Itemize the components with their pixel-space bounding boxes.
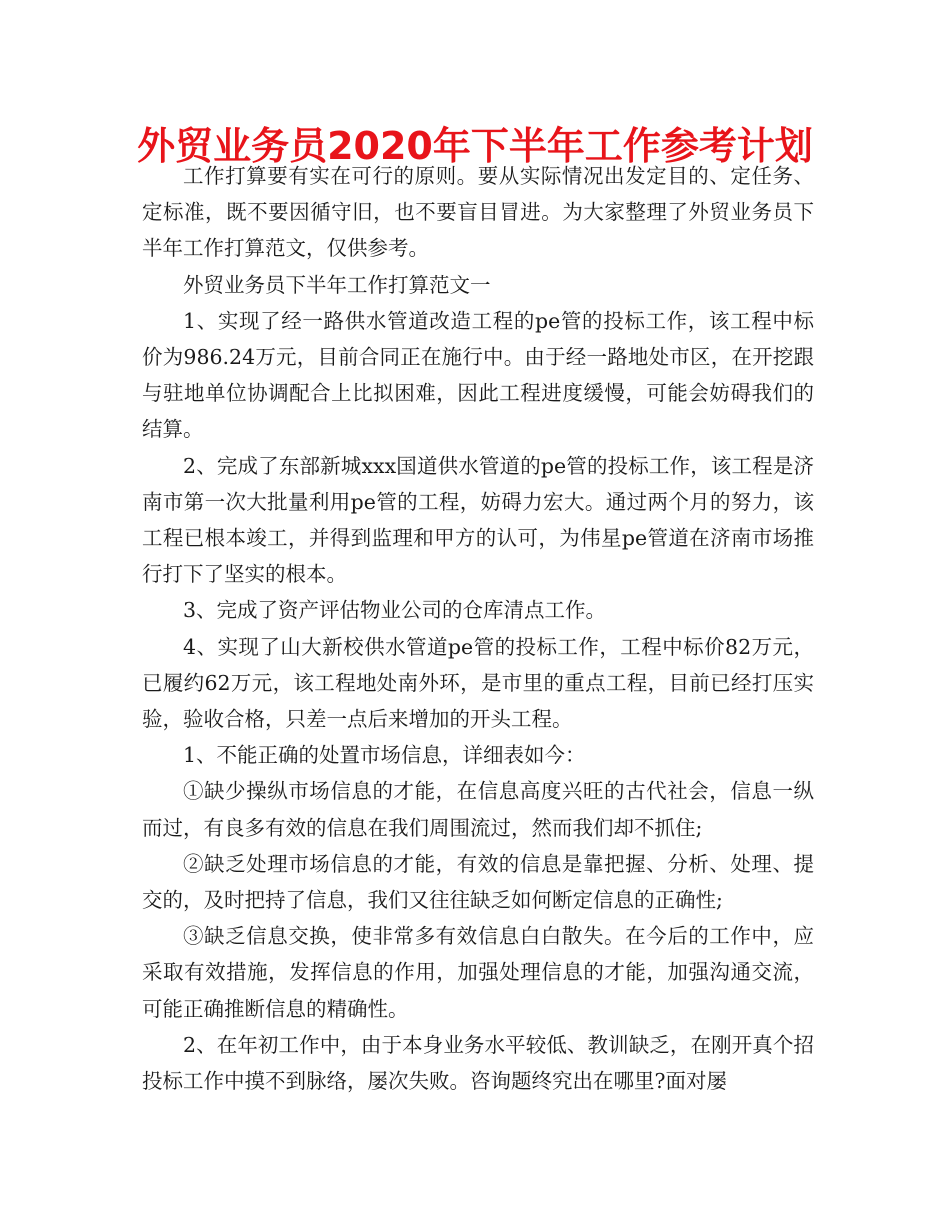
paragraph-subpoint-3: ③缺乏信息交换，使非常多有效信息白白散失。在今后的工作中，应采取有效措施，发挥信息的作用，加强处理信息的才能，加强沟通交流，可能正确推断信息的精确性。 [142, 924, 814, 1021]
paragraph-item-2: 2、完成了东部新城xxx国道供水管道的pe管的投标工作，该工程是济南市第一次大批量利用pe管的工程，妨碍力宏大。通过两个月的努力，该工程已根本竣工，并得到监理和甲方的认可，为伟星pe管道在济南市场推行打下了坚实的根本。 [142, 453, 814, 587]
paragraph-section-heading: 外贸业务员下半年工作打算范文一 [183, 272, 491, 297]
paragraph-item-1: 1、实现了经一路供水管道改造工程的pe管的投标工作，该工程中标价为986.24万元，目前合同正在施行中。由于经一路地处市区，在开挖跟与驻地单位协调配合上比拟困难，因此工程进度缓慢，可能会妨碍我们的结算。 [142, 308, 814, 442]
paragraph-subpoint-1: ①缺少操纵市场信息的才能，在信息高度兴旺的古代社会，信息一纵而过，有良多有效的信息在我们周围流过，然而我们却不抓住; [142, 779, 814, 840]
paragraph-problem-2: 2、在年初工作中，由于本身业务水平较低、教训缺乏，在刚开真个招投标工作中摸不到脉络，屡次失败。咨询题终究出在哪里?面对屡 [142, 1032, 814, 1094]
paragraph-problem-1: 1、不能正确的处置市场信息，详细表如今： [183, 743, 586, 768]
paragraph-subpoint-2: ②缺乏处理市场信息的才能，有效的信息是靠把握、分析、处理、提交的，及时把持了信息，我们又往往缺乏如何断定信息的正确性; [142, 851, 814, 913]
paragraph-item-3: 3、完成了资产评估物业公司的仓库清点工作。 [183, 598, 607, 623]
document-title: 外贸业务员2020年下半年工作参考计划 [137, 124, 813, 168]
paragraph-item-4: 4、实现了山大新校供水管道pe管的投标工作，工程中标价82万元，已履约62万元，该工程地处南外环，是市里的重点工程，目前已经打压实验，验收合格，只差一点后来增加的开头工程。 [142, 634, 814, 732]
paragraph-intro: 工作打算要有实在可行的原则。要从实际情况出发定目的、定任务、定标准，既不要因循守旧，也不要盲目冒进。为大家整理了外贸业务员下半年工作打算范文，仅供参考。 [142, 164, 814, 261]
document-body [142, 158, 814, 1099]
